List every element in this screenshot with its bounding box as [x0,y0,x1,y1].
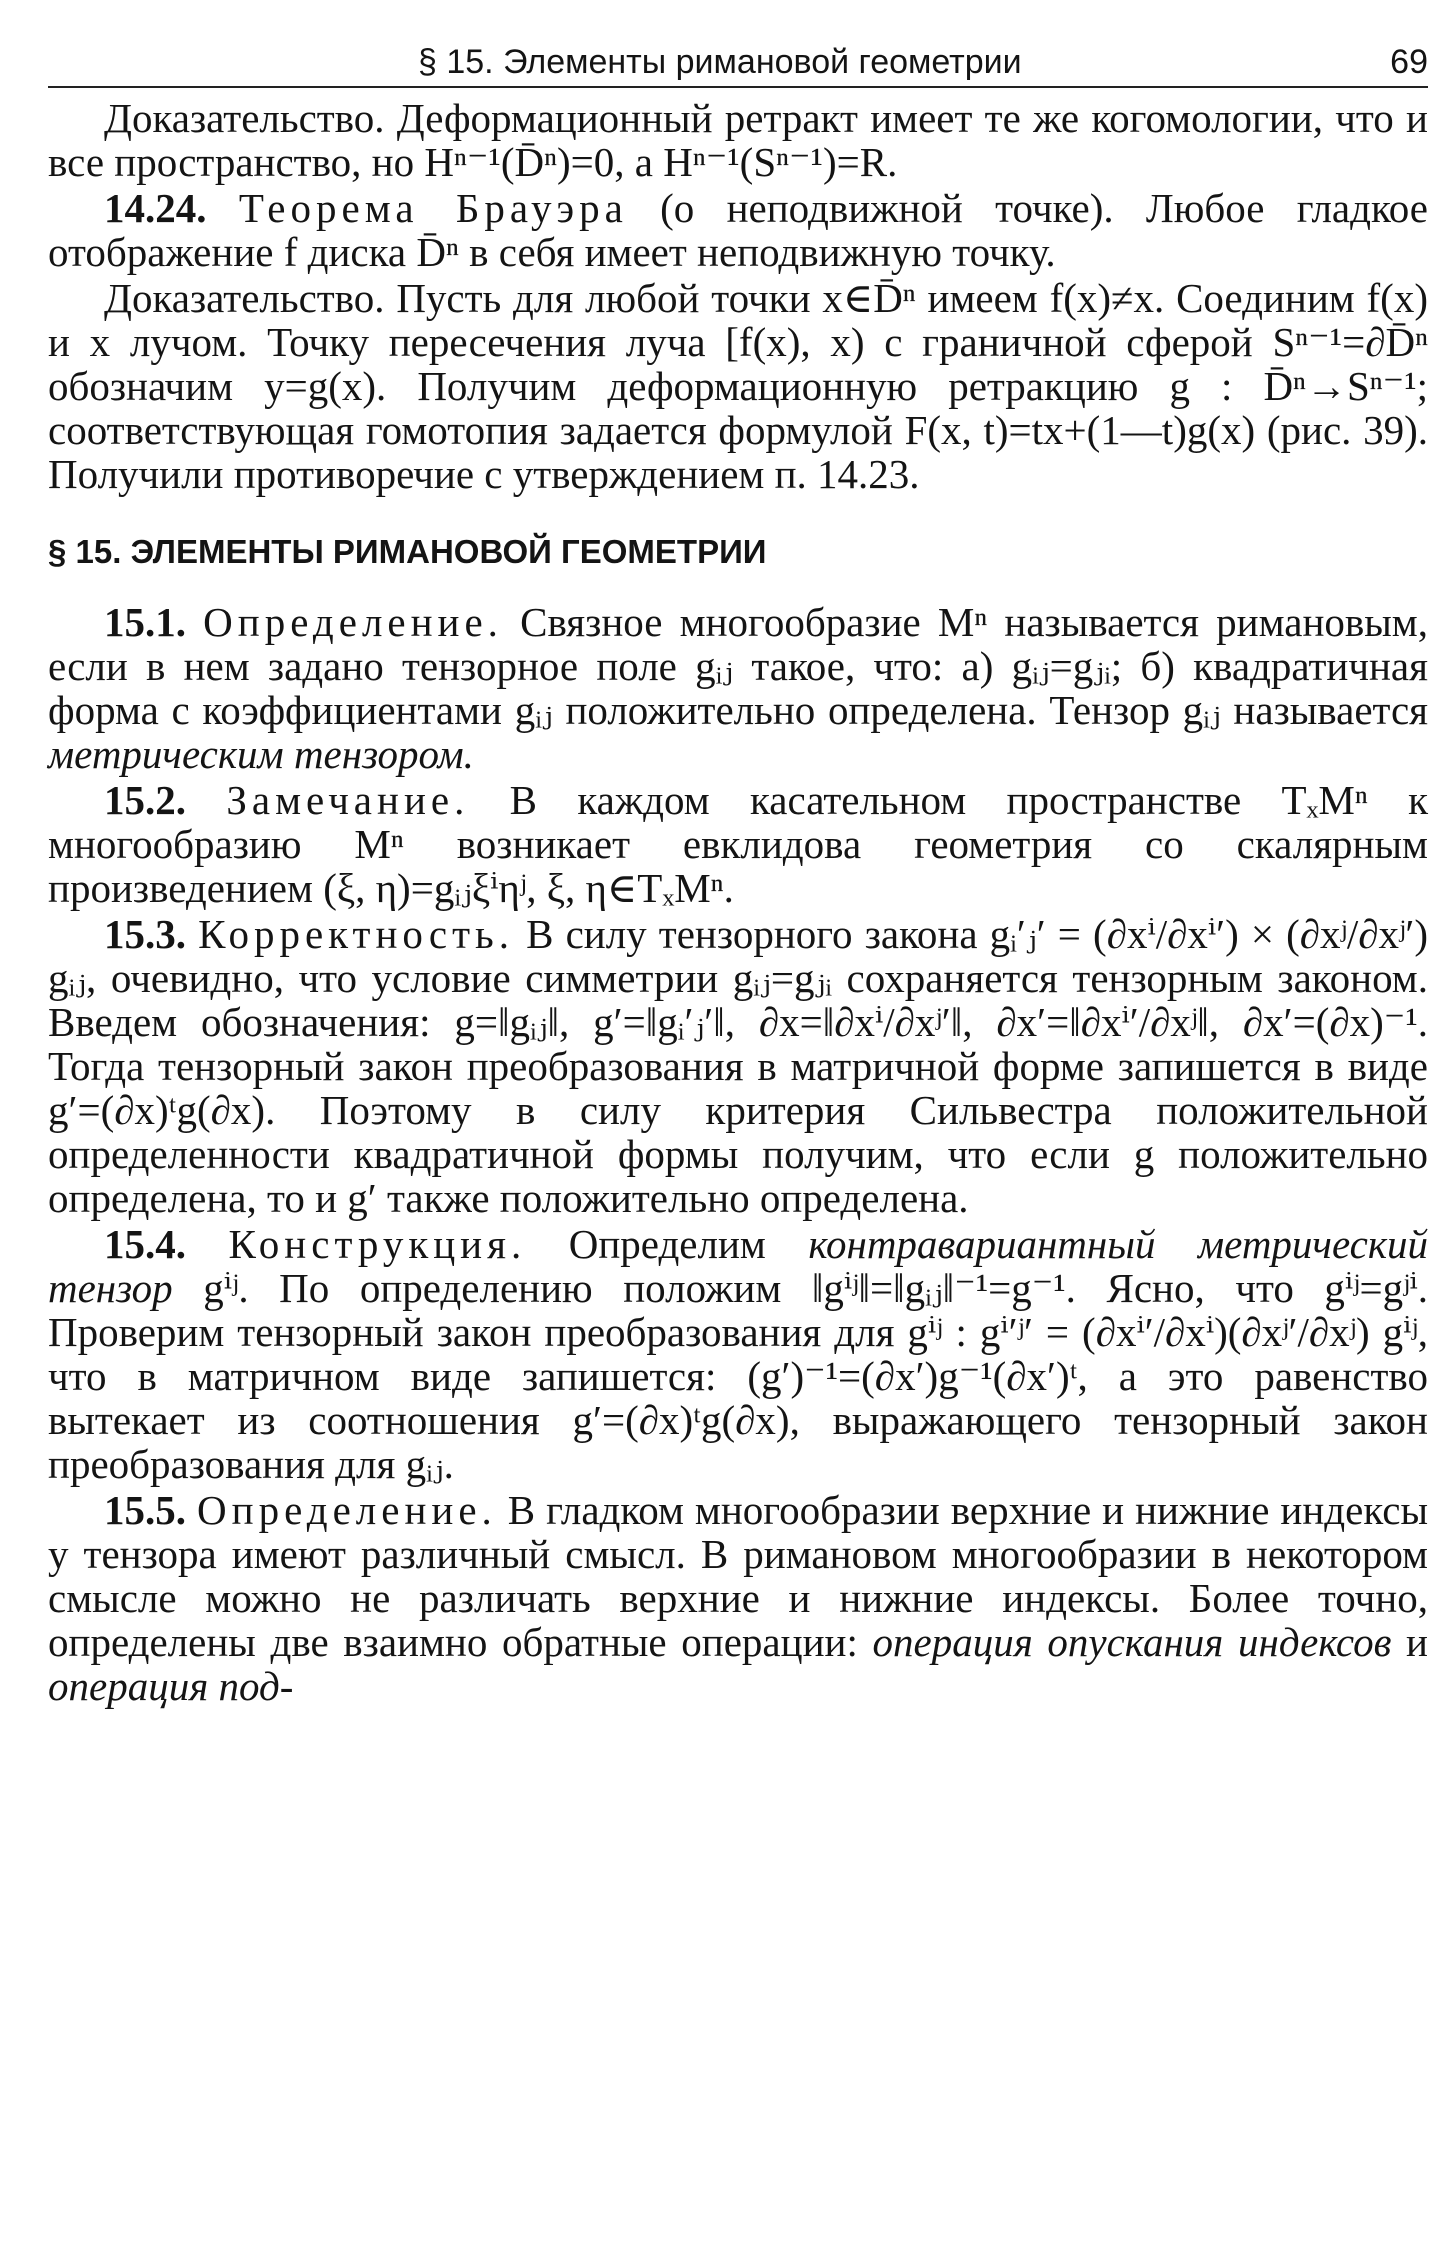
item-text: Связное многообразие Mⁿ называется римановым, если в нем задано тензорное поле gᵢⱼ такое, что: а) gᵢⱼ=gⱼᵢ; б) квадратичная форма с коэффициентами gᵢⱼ положительно определена. Тензор gᵢⱼ называется [48,599,1429,733]
header-section-title: § 15. Элементы римановой геометрии [418,43,1022,81]
item-number: 15.2. [104,777,186,823]
page-number: 69 [1390,43,1428,81]
item-heading: Определение. [203,599,503,645]
definition-15-5 [48,1488,1428,1708]
theorem-14-24 [48,186,1428,274]
theorem-heading: Теорема Брауэра [238,185,628,231]
book-page [48,40,1428,2230]
item-text: В силу тензорного закона gᵢ′ⱼ′ = (∂xⁱ/∂xⁱ′) × (∂xʲ/∂xʲ′) gᵢⱼ, очевидно, что условие симметрии gᵢⱼ=gⱼᵢ сохраняется тензорным законом. Введем обозначения: g=‖gᵢⱼ‖, g′=‖gᵢ′ⱼ′‖, ∂x=‖∂xⁱ/∂xʲ′‖, ∂x′=‖∂xⁱ′/∂xʲ‖, ∂x′=(∂x)⁻¹. Тогда тензорный закон преобразования в матричной форме запишется в виде g′=(∂x)ᵗg(∂x). Поэтому в силу критерия Сильвестра положительной определенности квадратичной формы получим, что если g положительно определена, то и g′ также положительно определена. [48,911,1429,1221]
item-number: 15.3. [104,911,186,957]
proof-paragraph-2: Доказательство. Пусть для любой точки x∈D̄ⁿ имеем f(x)≠x. Соединим f(x) и x лучом. Точку пересечения луча [f(x), x) с граничной сферой Sⁿ⁻¹=∂D̄ⁿ обозначим y=g(x). Получим деформационную ретракцию g : D̄ⁿ→Sⁿ⁻¹; соответствующая гомотопия задается формулой F(x, t)=tx+(1—t)g(x) (рис. 39). Получили противоречие с утверждением п. 14.23. [48,275,1428,497]
construction-15-4 [48,1222,1428,1486]
item-text-2: gⁱʲ. По определению положим ‖gⁱʲ‖=‖gᵢⱼ‖⁻¹=g⁻¹. Ясно, что gⁱʲ=gʲⁱ. Проверим тензорный закон преобразования для gⁱʲ : gⁱ′ʲ′ = (∂xⁱ′/∂xⁱ)(∂xʲ′/∂xʲ) gⁱʲ, что в матричном виде запишется: (g′)⁻¹=(∂x′)g⁻¹(∂x′)ᵗ, а это равенство вытекает из соотношения g′=(∂x)ᵗg(∂x), выражающего тензорный закон преобразования для gᵢⱼ. [48,1265,1429,1487]
item-term-1: операция опускания индексов [872,1619,1392,1665]
item-heading: Определение. [197,1487,497,1533]
item-term: контравариантный метрический тензор [48,1221,1429,1311]
item-term-2: операция под- [48,1663,294,1709]
item-text: В каждом касательном пространстве TₓMⁿ к многообразию Mⁿ возникает евклидова геометрия со скалярным произведением (ξ, η)=gᵢⱼξⁱηʲ, ξ, η∈TₓMⁿ. [48,777,1429,911]
proof-paragraph-1: Доказательство. Деформационный ретракт имеет те же когомологии, что и все пространство, но Hⁿ⁻¹(D̄ⁿ)=0, а Hⁿ⁻¹(Sⁿ⁻¹)=R. [48,95,1428,185]
item-heading: Корректность. [198,911,514,957]
running-header [48,40,1428,88]
item-text: Определим [568,1221,766,1267]
item-number: 15.4. [104,1221,186,1267]
item-heading: Конструкция. [228,1221,527,1267]
item-number: 15.1. [104,599,186,645]
theorem-number: 14.24. [104,185,207,231]
theorem-text: (о неподвижной точке). Любое гладкое отображение f диска D̄ⁿ в себя имеет неподвижную точку. [48,185,1429,275]
section-heading: § 15. ЭЛЕМЕНТЫ РИМАНОВОЙ ГЕОМЕТРИИ [48,533,767,570]
correctness-15-3 [48,912,1428,1220]
item-number: 15.5. [104,1487,186,1533]
item-term: метрическим тензором. [48,731,474,777]
item-conjunction: и [1406,1619,1428,1665]
item-text: В гладком многообразии верхние и нижние индексы у тензора имеют различный смысл. В римановом многообразии в некотором смысле можно не различать верхние и нижние индексы. Более точно, определены две взаимно обратные операции: [48,1487,1429,1665]
definition-15-1 [48,600,1428,776]
remark-15-2 [48,778,1428,910]
item-heading: Замечание. [226,777,470,823]
